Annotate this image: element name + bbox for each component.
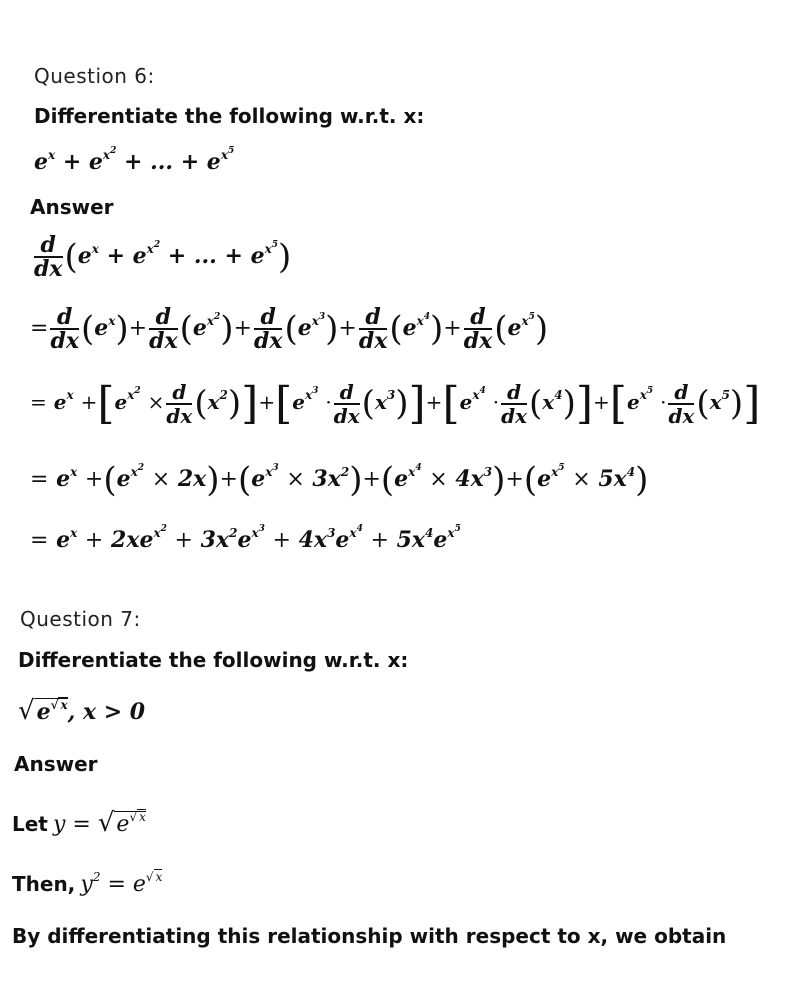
question-6-prompt: Differentiate the following w.r.t. x:	[34, 104, 425, 128]
q6-step-2: = $\frac{d}{dx}$ $(e^x)+$ $\frac{d}{dx}$ $(e^{x^2})+$ $\frac{d}{dx}$ $(e^{x^3})+$ $\frac{d}{dx}$ $(e^{x^4})+$ $\frac{d}{dx}$ $(e^{x^5})$	[30, 304, 549, 354]
then-label: Then,	[12, 872, 76, 896]
q7-closing-text: By differentiating this relationship with respect to x, we obtain	[12, 924, 727, 948]
q7-then-line: Then, $y^2 = e^{√ x}$	[12, 870, 163, 897]
question-7-prompt: Differentiate the following w.r.t. x:	[18, 648, 409, 672]
question-6-answer-label: Answer	[30, 195, 114, 219]
q6-step-4: = $e^x +(e^{x^2} \times 2x)+(e^{x^3} \times 3x^2)+(e^{x^4} \times 4x^3)+(e^{x^5} \times 5x^4)$	[30, 460, 649, 500]
q7-let-line: Let $y = √e^{√ x}$	[12, 808, 146, 838]
question-6-expression: $e^x + e^{x^2}$ + ... + $e^{x^5}$	[34, 146, 235, 175]
q6-result: = $e^x + 2xe^{x^2} + 3x^2e^{x^3} + 4x^3e^{x^4} + 5x^4e^{x^5}$	[30, 524, 461, 553]
question-7-expression: $√e^{√ x}$, x > 0	[18, 696, 146, 726]
question-7-condition: , x > 0	[67, 699, 146, 725]
question-7-answer-label: Answer	[14, 752, 98, 776]
q6-step-3: = $e^x +[e^{x^2}$ × $\frac{d}{dx}$ $(x^2)]+[e^{x^3}$ · $\frac{d}{dx}$ $(x^3)]+[e^{x^4}$ · $\frac{d}{dx}$ $(x^4)]+[e^{x^5}$ · $\frac{d}{dx}$ $(x^5)$]	[30, 378, 761, 429]
q6-step-1: $\frac{d}{dx}$ ($e^x + e^{x^2}$ + ... + $e^{x^5}$)	[34, 232, 292, 282]
question-6-heading: Question 6:	[34, 64, 155, 88]
let-label: Let	[12, 812, 48, 836]
question-7-heading: Question 7:	[20, 607, 141, 631]
